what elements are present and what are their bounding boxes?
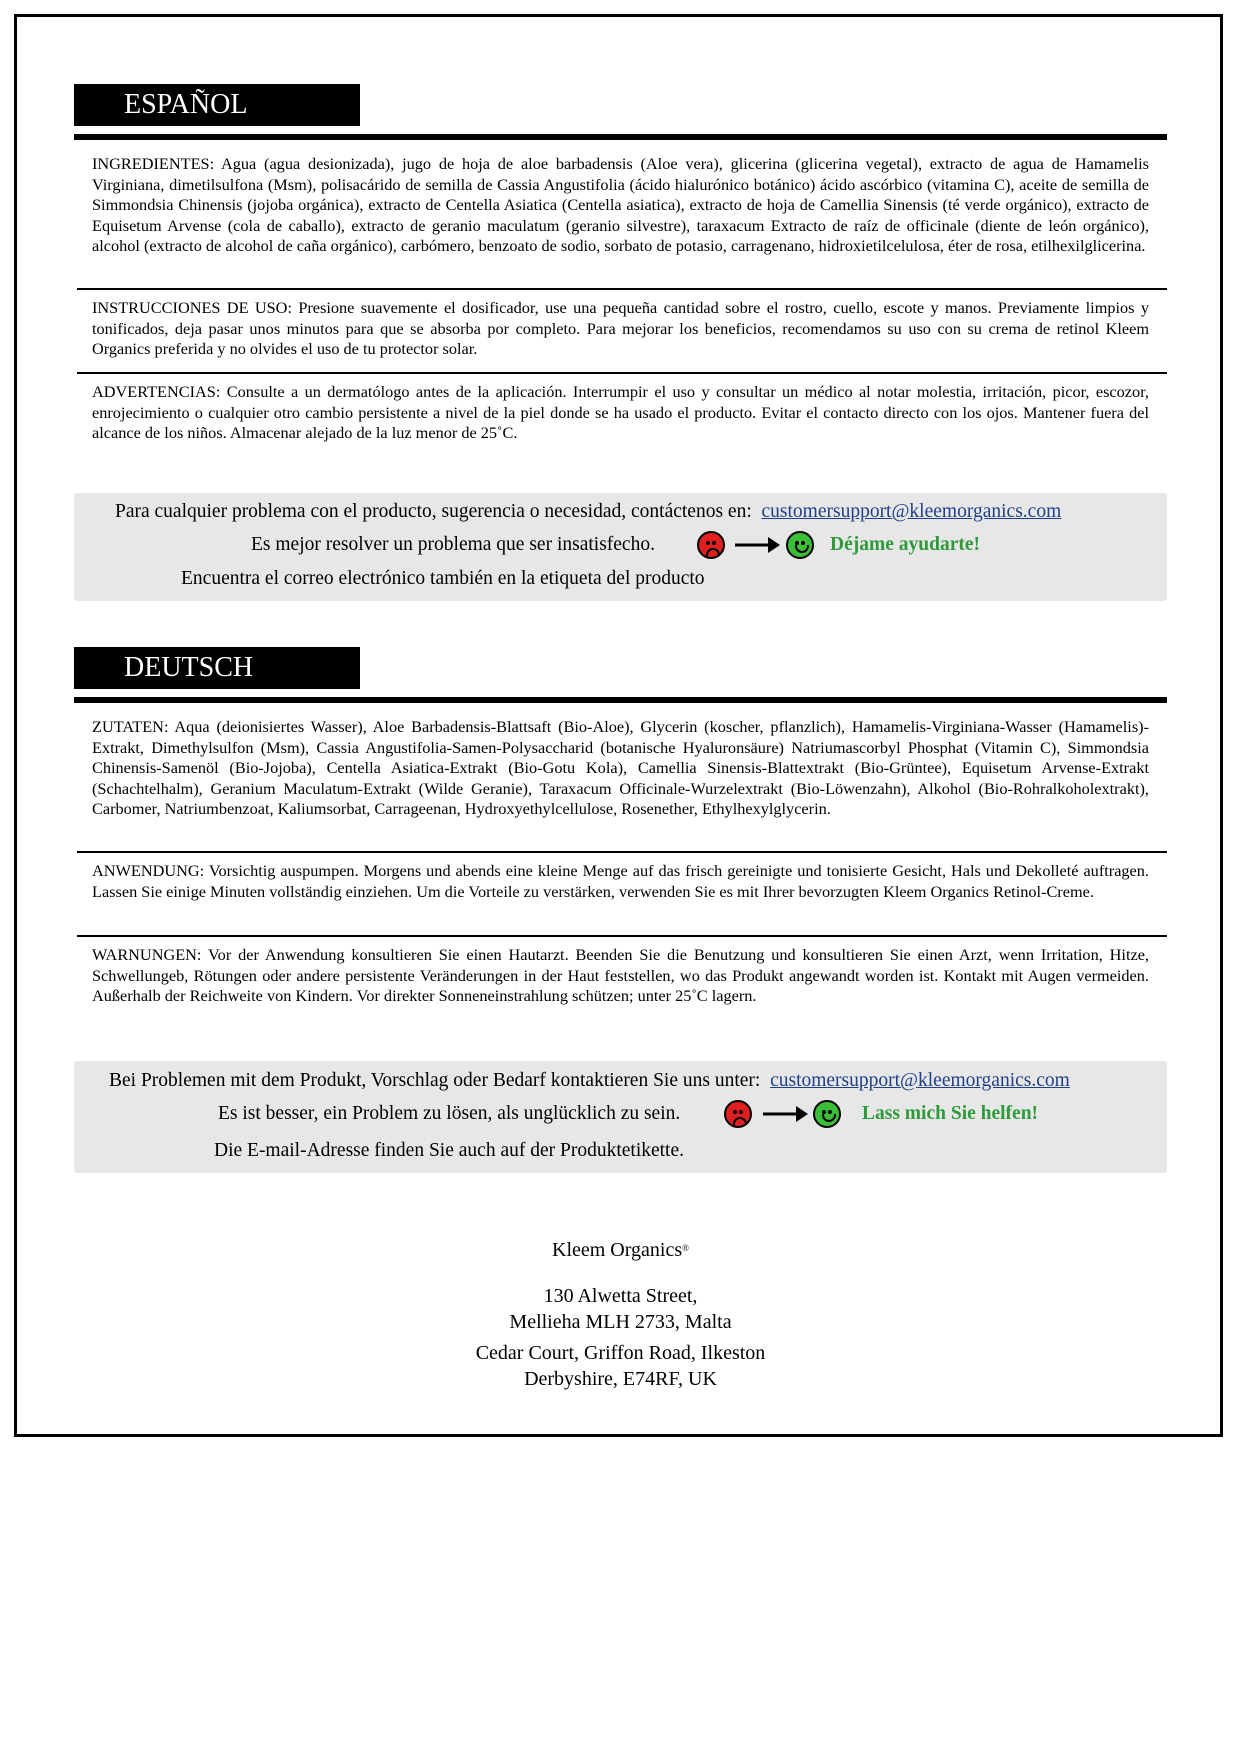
company-name-text: Kleem Organics bbox=[552, 1239, 683, 1261]
sad-face-icon bbox=[724, 1100, 752, 1128]
section-title-de: DEUTSCH bbox=[74, 647, 360, 689]
label-text-es: Encuentra el correo electrónico también en la etiqueta del producto bbox=[181, 568, 705, 589]
usage-es: INSTRUCCIONES DE USO: Presione suavemente el dosificador, use una pequeña cantidad sobre el rostro, cuello, escote y manos. Previamente limpios y tonificados, deja pasar unos minutos para que se absorba por completo. Para mejorar los beneficios, recomendamos su uso con su crema de retinol Kleem Organics preferida y no olvides el uso de tu protector solar. bbox=[92, 298, 1149, 358]
resolve-text-es: Es mejor resolver un problema que ser insatisfecho. bbox=[251, 534, 655, 555]
contact-text: Para cualquier problema con el producto, sugerencia o necesidad, contáctenos en: bbox=[115, 501, 752, 522]
help-text-de: Lass mich Sie helfen! bbox=[862, 1103, 1039, 1124]
warnings-es: ADVERTENCIAS: Consulte a un dermatólogo antes de la aplicación. Interrumpir el uso y consultar un médico al notar molestia, irritación, picor, escozor, enrojecimiento o cualquier otro cambio persistente a nivel de la piel donde se ha usado el producto. Evitar el contacto directo con los ojos. Mantener fuera del alcance de los niños. Almacenar alejado de la luz menor de 25˚C. bbox=[92, 382, 1149, 442]
warnings-de: WARNUNGEN: Vor der Anwendung konsultieren Sie einen Hautarzt. Beenden Sie die Benutzung und konsultieren Sie einen Arzt, wenn Irritation, Hitze, Schwellungeb, Rötungen oder andere persistente Veränderungen in der Haut feststellen, wo das Produkt angewandt worden ist. Kontakt mit Augen vermeiden. Außerhalb der Reichweite von Kindern. Vor direkter Sonneneinstrahlung schützen; unter 25˚C lagern. bbox=[92, 945, 1149, 1005]
ingredients-es: INGREDIENTES: Agua (agua desionizada), jugo de hoja de aloe barbadensis (Aloe vera), glicerina (glicerina vegetal), extracto de agua de Hamamelis Virginiana, dimetilsulfona (Msm), polisacárido de semilla de Cassia Angustifolia (ácido hialurónico botánico) ácido ascórbico (vitamina C), aceite de semilla de Simmondsia Chinensis (jojoba orgánica), extracto de Centella Asiatica (Centella asiatica), extracto de hoja de Camellia Sinensis (té verde orgánico), extracto de Equisetum Arvense (cola de caballo), extracto de geranio maculatum (geranio silvestre), taraxacum Extracto de raíz de officinale (diente de león orgánico), alcohol (extracto de alcohol de caña orgánico), carbómero, benzoato de sodio, sorbato de potasio, carragenano, hidroxietilcelulosa, éter de rosa, etilhexilglicerina. bbox=[92, 154, 1149, 255]
happy-face-icon bbox=[786, 531, 814, 559]
section-rule-de bbox=[74, 697, 1167, 703]
arrow-right-icon bbox=[734, 530, 780, 560]
support-email-link[interactable]: customersupport@kleemorganics.com bbox=[761, 501, 1062, 522]
contact-box-es bbox=[74, 493, 1167, 601]
resolve-text-de: Es ist besser, ein Problem zu lösen, als unglücklich zu sein. bbox=[218, 1103, 681, 1124]
section-header-es bbox=[74, 84, 1167, 140]
contact-line-es bbox=[115, 500, 1061, 524]
contact-line-de bbox=[109, 1069, 1070, 1093]
section-title-es: ESPAÑOL bbox=[74, 84, 360, 126]
address-uk-line2: Derbyshire, E74RF, UK bbox=[524, 1368, 717, 1390]
divider bbox=[77, 935, 1167, 937]
usage-de: ANWENDUNG: Vorsichtig auspumpen. Morgens und abends eine kleine Menge auf das frisch gereinigte und tonisierte Gesicht, Hals und Dekolleté auftragen. Lassen Sie einige Minuten vollständig einziehen. Um die Vorteile zu verstärken, verwenden Sie es mit Ihrer bevorzugten Kleem Organics Retinol-Creme. bbox=[92, 861, 1149, 901]
divider bbox=[77, 851, 1167, 853]
address-malta-line1: 130 Alwetta Street, bbox=[543, 1285, 698, 1307]
section-header-de bbox=[74, 647, 1167, 703]
section-rule-es bbox=[74, 134, 1167, 140]
sad-face-icon bbox=[697, 531, 725, 559]
address-uk-line1: Cedar Court, Griffon Road, Ilkeston bbox=[475, 1342, 766, 1364]
registered-mark: ® bbox=[682, 1243, 689, 1253]
arrow-right-icon bbox=[762, 1099, 808, 1129]
address-malta-line2: Mellieha MLH 2733, Malta bbox=[509, 1311, 732, 1333]
label-text-de: Die E-mail-Adresse finden Sie auch auf der Produktetikette. bbox=[214, 1140, 685, 1161]
help-text-es: Déjame ayudarte! bbox=[830, 534, 980, 555]
ingredients-de: ZUTATEN: Aqua (deionisiertes Wasser), Aloe Barbadensis-Blattsaft (Bio-Aloe), Glycerin (koscher, pflanzlich), Hamamelis-Virginiana-Wasser (Hamamelis)-Extrakt, Dimethylsulfon (Msm), Cassia Angustifolia-Samen-Polysaccharid (botanische Hyaluronsäure) Natriumascorbyl Phosphat (Vitamin C), Simmondsia Chinensis-Samenöl (Bio-Jojoba), Centella Asiatica-Extrakt (Bio-Gotu Kola), Camellia Sinensis-Blattextrakt (Bio-Grüntee), Equisetum Arvense-Extrakt (Schachtelhalm), Geranium Maculatum-Extrakt (Wilde Geranie), Taraxacum Officinale-Wurzelextrakt (Bio-Löwenzahn), Alkohol (Bio-Rohralkoholextrakt), Carbomer, Natriumbenzoat, Kaliumsorbat, Carrageenan, Hydroxyethylcellulose, Rosenether, Ethylhexylglycerin. bbox=[92, 717, 1149, 818]
divider bbox=[77, 372, 1167, 374]
support-email-link[interactable]: customersupport@kleemorganics.com bbox=[770, 1070, 1070, 1091]
happy-face-icon bbox=[813, 1100, 841, 1128]
contact-text: Bei Problemen mit dem Produkt, Vorschlag oder Bedarf kontaktieren Sie uns unter: bbox=[109, 1070, 761, 1091]
contact-box-de bbox=[74, 1061, 1167, 1173]
divider bbox=[77, 288, 1167, 290]
company-name bbox=[0, 1238, 1241, 1262]
